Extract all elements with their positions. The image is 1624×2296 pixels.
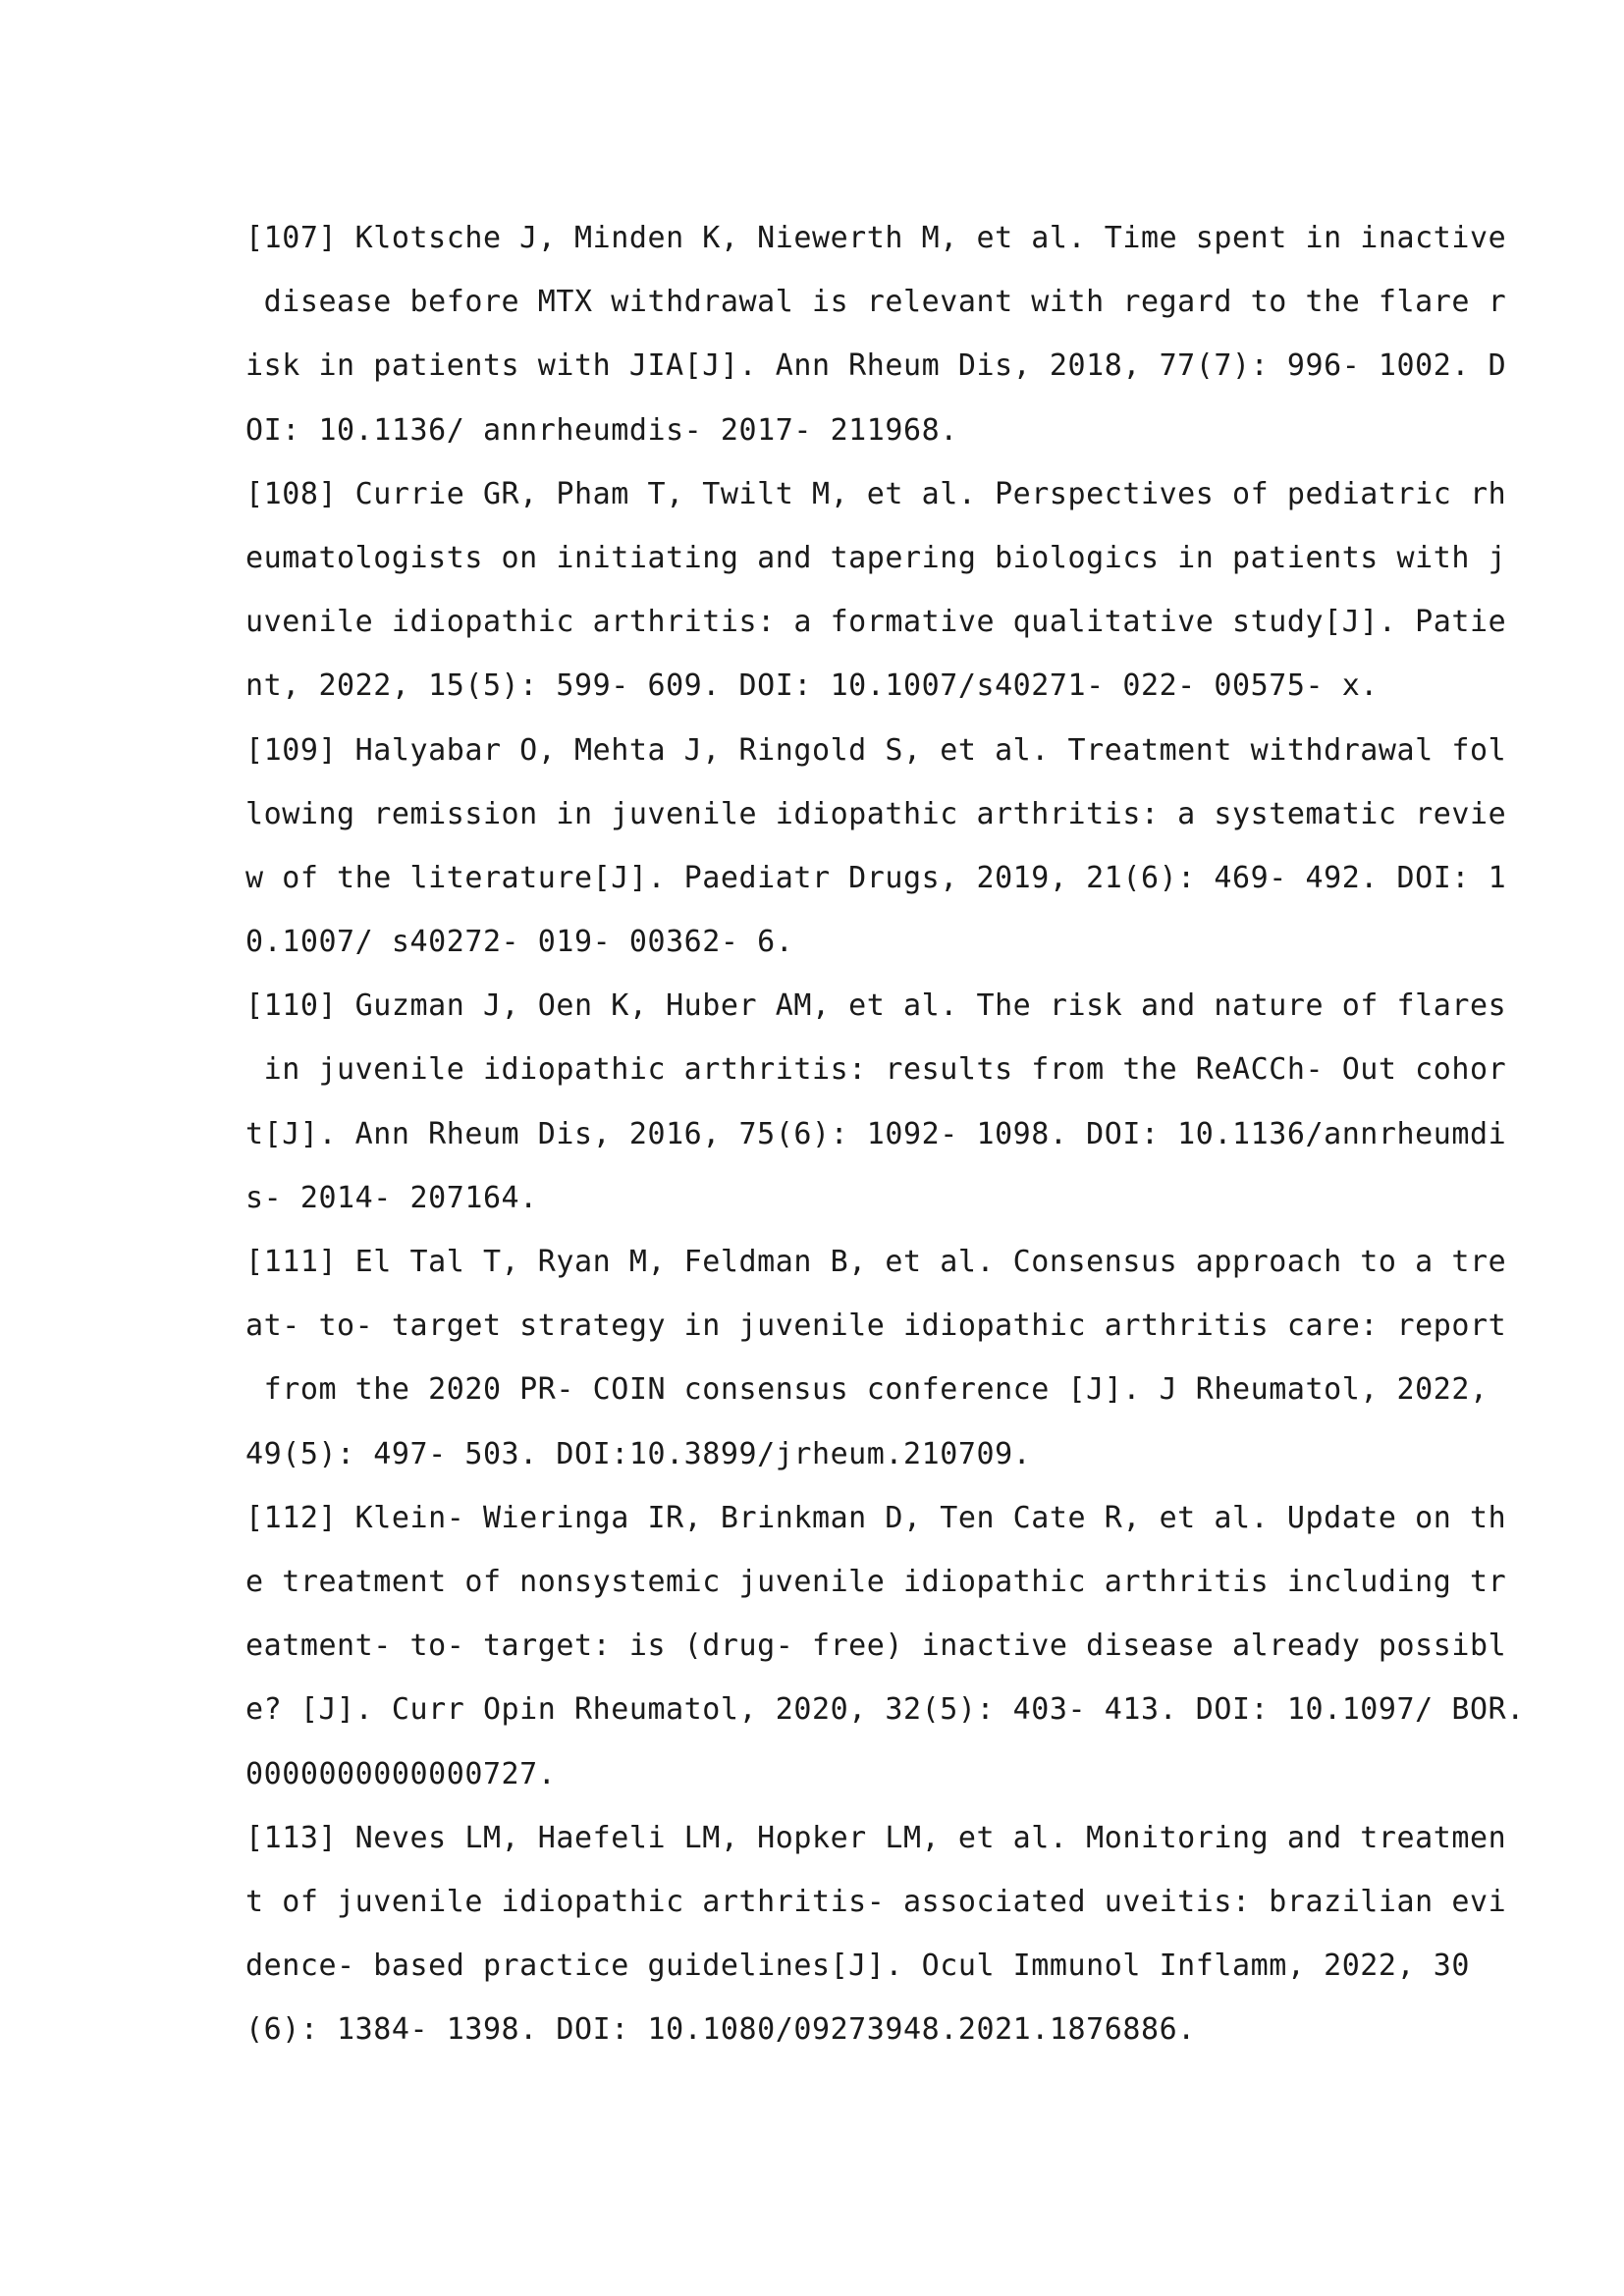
reference-112	[245, 1486, 1525, 1806]
reference-line: isk in patients with JIA[J]. Ann Rheum Dis, 2018, 77(7): 996- 1002. D	[245, 348, 1507, 384]
reference-108	[245, 462, 1507, 719]
reference-line: t[J]. Ann Rheum Dis, 2016, 75(6): 1092- 1098. DOI: 10.1136/annrheumdi	[245, 1116, 1507, 1151]
reference-line: uvenile idiopathic arthritis: a formative qualitative study[J]. Patie	[245, 605, 1507, 640]
reference-line: [111] El Tal T, Ryan M, Feldman B, et al. Consensus approach to a tre	[245, 1245, 1507, 1279]
reference-line: OI: 10.1136/ annrheumdis- 2017- 211968.	[245, 412, 958, 448]
reference-line: s- 2014- 207164.	[245, 1180, 538, 1215]
reference-list	[245, 206, 1525, 2061]
reference-line: at- to- target strategy in juvenile idiopathic arthritis care: report	[245, 1308, 1507, 1344]
reference-line: [112] Klein- Wieringa IR, Brinkman D, Ten Cate R, et al. Update on th	[245, 1500, 1507, 1535]
reference-line: from the 2020 PR- COIN consensus conference [J]. J Rheumatol, 2022,	[245, 1372, 1489, 1408]
reference-line: in juvenile idiopathic arthritis: results from the ReACCh- Out cohor	[245, 1052, 1507, 1088]
reference-line: e treatment of nonsystemic juvenile idiopathic arthritis including tr	[245, 1564, 1507, 1599]
reference-line: [109] Halyabar O, Mehta J, Ringold S, et al. Treatment withdrawal fol	[245, 732, 1507, 768]
reference-109	[245, 719, 1507, 975]
reference-line: t of juvenile idiopathic arthritis- associated uveitis: brazilian evi	[245, 1884, 1507, 1919]
reference-110	[245, 974, 1507, 1230]
reference-line: 0000000000000727.	[245, 1756, 557, 1791]
reference-line: disease before MTX withdrawal is relevant with regard to the flare r	[245, 285, 1507, 320]
reference-line: lowing remission in juvenile idiopathic arthritis: a systematic revie	[245, 796, 1507, 831]
reference-line: [110] Guzman J, Oen K, Huber AM, et al. The risk and nature of flares	[245, 988, 1507, 1024]
reference-111	[245, 1230, 1507, 1486]
reference-line: (6): 1384- 1398. DOI: 10.1080/09273948.2021.1876886.	[245, 2012, 1196, 2048]
reference-line: [113] Neves LM, Haefeli LM, Hopker LM, et al. Monitoring and treatmen	[245, 1820, 1507, 1855]
reference-line: w of the literature[J]. Paediatr Drugs, 2019, 21(6): 469- 492. DOI: 1	[245, 860, 1507, 895]
reference-line: [107] Klotsche J, Minden K, Niewerth M, et al. Time spent in inactive	[245, 221, 1507, 255]
reference-line: eumatologists on initiating and tapering biologics in patients with j	[245, 540, 1507, 575]
reference-line: nt, 2022, 15(5): 599- 609. DOI: 10.1007/s40271- 022- 00575- x.	[245, 668, 1379, 704]
reference-line: dence- based practice guidelines[J]. Ocul Immunol Inflamm, 2022, 30	[245, 1949, 1470, 1984]
reference-line: [108] Currie GR, Pham T, Twilt M, et al. Perspectives of pediatric rh	[245, 476, 1507, 511]
reference-line: eatment- to- target: is (drug- free) inactive disease already possibl	[245, 1629, 1507, 1664]
reference-line: e? [J]. Curr Opin Rheumatol, 2020, 32(5): 403- 413. DOI: 10.1097/ BOR.	[245, 1692, 1525, 1728]
reference-line: 0.1007/ s40272- 019- 00362- 6.	[245, 925, 794, 960]
reference-107	[245, 206, 1507, 462]
reference-113	[245, 1806, 1507, 2062]
reference-line: 49(5): 497- 503. DOI:10.3899/jrheum.210709.	[245, 1436, 1032, 1471]
